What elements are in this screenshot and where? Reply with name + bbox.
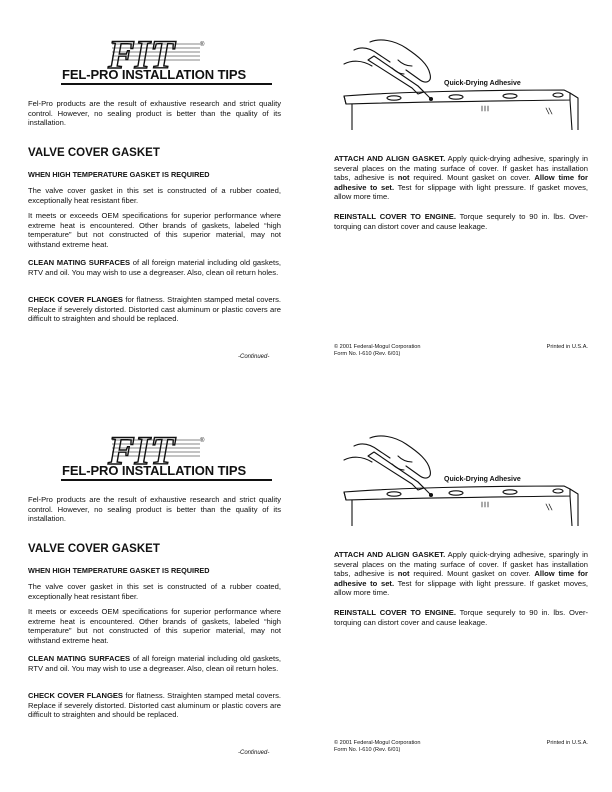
intro-text: Fel-Pro products are the result of exhaustive research and strict quality control. However, no sealing product is better than the quality of its installation. bbox=[28, 99, 281, 128]
continued-label: -Continued- bbox=[238, 354, 270, 360]
attach-text-2: required. Mount gasket on cover. bbox=[409, 173, 535, 183]
paragraph-check-flanges bbox=[28, 691, 281, 720]
clean-surfaces-heading: CLEAN MATING SURFACES bbox=[28, 258, 131, 267]
installation-tips-title: FEL-PRO INSTALLATION TIPS bbox=[62, 463, 247, 478]
footer-copyright bbox=[334, 740, 421, 754]
reinstall-text: Torque sequrely to 90 in. lbs. Over-torquing can distort cover and cause leakage. bbox=[334, 212, 589, 231]
attach-text-1: Apply quick-drying adhesive, sparingly in several places on the mating surface of cover. If gasket has installation tabs, adhesive is bbox=[334, 550, 588, 579]
check-flanges-heading: CHECK COVER FLANGES bbox=[28, 691, 123, 700]
logo-text: FIT bbox=[108, 32, 175, 77]
section-subtitle: WHEN HIGH TEMPERATURE GASKET IS REQUIRED bbox=[28, 566, 210, 575]
paragraph-construction: The valve cover gasket in this set is constructed of a rubber coated, exceptionally heat resistant fiber. bbox=[28, 186, 281, 205]
check-flanges-heading: CHECK COVER FLANGES bbox=[28, 295, 123, 304]
attach-not-emphasis: not bbox=[397, 173, 410, 183]
intro-text: Fel-Pro products are the result of exhaustive research and strict quality control. However, no sealing product is better than the quality of its installation. bbox=[28, 495, 281, 524]
reinstall-heading: REINSTALL COVER TO ENGINE. bbox=[334, 212, 456, 221]
attach-align-heading: ATTACH AND ALIGN GASKET. bbox=[334, 550, 446, 559]
check-flanges-text: for flatness. Straighten stamped metal covers. Replace if severely distorted. Distorted cast aluminum or plastic covers are difficult to straighten and should be replaced. bbox=[28, 691, 281, 720]
registered-mark: ® bbox=[200, 438, 205, 444]
attach-text-1: Apply quick-drying adhesive, sparingly in several places on the mating surface of cover. If gasket has installation tabs, adhesive is bbox=[334, 154, 588, 183]
clean-surfaces-heading: CLEAN MATING SURFACES bbox=[28, 654, 131, 663]
reinstall-paragraph bbox=[334, 608, 588, 627]
paragraph-clean-surfaces bbox=[28, 654, 281, 673]
section-subtitle: WHEN HIGH TEMPERATURE GASKET IS REQUIRED bbox=[28, 170, 210, 179]
footer-copyright bbox=[334, 344, 421, 358]
attach-text-3: Test for slippage with light pressure. If gasket moves, allow more time. bbox=[334, 182, 588, 202]
clean-surfaces-text: of all foreign material including old gaskets, RTV and oil. You may wish to use a degreaser. Also, clean oil return holes. bbox=[28, 258, 281, 277]
paragraph-oem-spec: It meets or exceeds OEM specifications for superior performance where extreme heat is encountered. Other brands of gaskets, labeled “high temperature” but not constructed of this superior material, may not withstand extreme heat. bbox=[28, 607, 281, 645]
adhesive-label: Quick-Drying Adhesive bbox=[444, 476, 521, 483]
paragraph-oem-spec: It meets or exceeds OEM specifications for superior performance where extreme heat is encountered. Other brands of gaskets, labeled “high temperature” but not constructed of this superior material, may not withstand extreme heat. bbox=[28, 211, 281, 249]
form-number: Form No. I-610 (Rev. 6/01) bbox=[334, 747, 401, 753]
logo-text: FIT bbox=[108, 428, 175, 473]
attach-text-3: Test for slippage with light pressure. If gasket moves, allow more time. bbox=[334, 578, 588, 598]
reinstall-heading: REINSTALL COVER TO ENGINE. bbox=[334, 608, 456, 617]
clean-surfaces-text: of all foreign material including old gaskets, RTV and oil. You may wish to use a degreaser. Also, clean oil return holes. bbox=[28, 654, 281, 673]
section-title: VALVE COVER GASKET bbox=[28, 147, 160, 159]
adhesive-label: Quick-Drying Adhesive bbox=[444, 80, 521, 87]
paragraph-construction: The valve cover gasket in this set is constructed of a rubber coated, exceptionally heat resistant fiber. bbox=[28, 582, 281, 601]
installation-tips-title: FEL-PRO INSTALLATION TIPS bbox=[62, 67, 247, 82]
printed-in-label: Printed in U.S.A. bbox=[546, 740, 588, 746]
paragraph-clean-surfaces bbox=[28, 258, 281, 277]
printed-in-label: Printed in U.S.A. bbox=[546, 344, 588, 350]
section-title: VALVE COVER GASKET bbox=[28, 543, 160, 555]
attach-align-paragraph bbox=[334, 154, 588, 202]
check-flanges-text: for flatness. Straighten stamped metal covers. Replace if severely distorted. Distorted cast aluminum or plastic covers are difficult to straighten and should be replaced. bbox=[28, 295, 281, 324]
attach-allow-emphasis: Allow time for adhesive to set. bbox=[334, 569, 588, 588]
copyright-text: © 2001 Federal-Mogul Corporation bbox=[334, 740, 421, 746]
attach-align-paragraph bbox=[334, 550, 588, 598]
attach-not-emphasis: not bbox=[397, 569, 410, 579]
paragraph-check-flanges bbox=[28, 295, 281, 324]
title-divider bbox=[61, 83, 272, 85]
registered-mark: ® bbox=[200, 42, 205, 48]
copyright-text: © 2001 Federal-Mogul Corporation bbox=[334, 344, 421, 350]
continued-label: -Continued- bbox=[238, 750, 270, 756]
reinstall-paragraph bbox=[334, 212, 588, 231]
instruction-card-bottom bbox=[0, 396, 612, 792]
title-divider bbox=[61, 479, 272, 481]
reinstall-text: Torque sequrely to 90 in. lbs. Over-torquing can distort cover and cause leakage. bbox=[334, 608, 589, 627]
form-number: Form No. I-610 (Rev. 6/01) bbox=[334, 351, 401, 357]
attach-text-2: required. Mount gasket on cover. bbox=[409, 569, 535, 579]
attach-allow-emphasis: Allow time for adhesive to set. bbox=[334, 173, 588, 192]
attach-align-heading: ATTACH AND ALIGN GASKET. bbox=[334, 154, 446, 163]
